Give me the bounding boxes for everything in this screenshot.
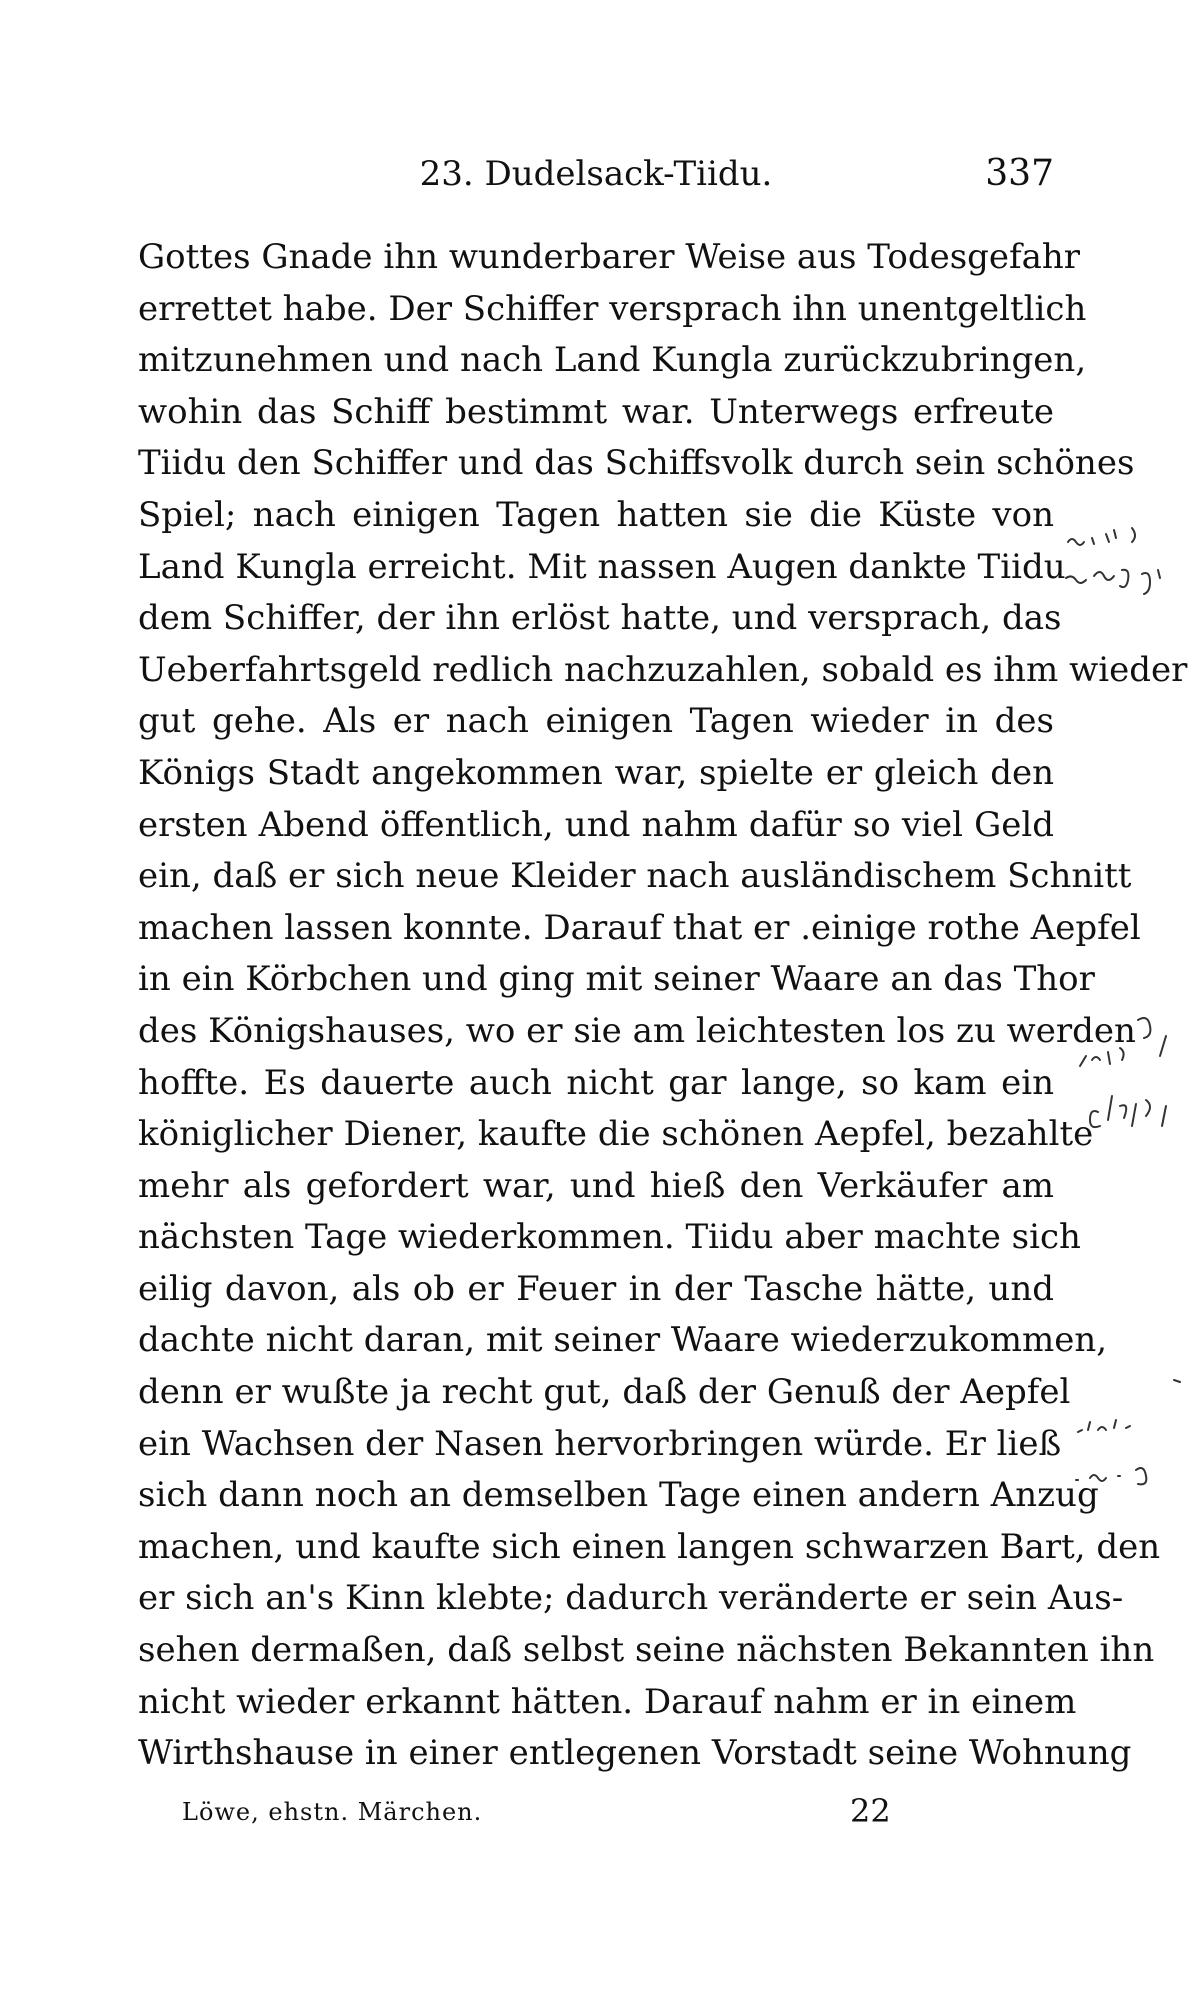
text-line-3: mitzunehmen und nach Land Kungla zurückzubringen, (138, 340, 1087, 381)
text-line-24: ein Wachsen der Nasen hervorbringen würde. Er ließ (138, 1423, 1062, 1464)
body-text (138, 232, 1188, 1780)
text-line-2: errettet habe. Der Schiffer versprach ihn unentgeltlich (138, 288, 1087, 329)
chapter-title: 23. Dudelsack-Tiidu. (419, 154, 773, 194)
text-line-7: Land Kungla erreicht. Mit nassen Augen dankte Tiidu (138, 546, 1066, 587)
text-line-16: des Königshauses, wo er sie am leichtesten los zu werden (138, 1010, 1136, 1051)
text-line-10: gut gehe. Als er nach einigen Tagen wieder in des (138, 701, 1054, 742)
text-line-9: Ueberfahrtsgeld redlich nachzuzahlen, sobald es ihm wieder (138, 649, 1188, 690)
text-line-18: königlicher Diener, kaufte die schönen Aepfel, bezahlte (138, 1114, 1094, 1155)
text-line-12: ersten Abend öffentlich, und nahm dafür so viel Geld (138, 804, 1054, 845)
text-line-6: Spiel; nach einigen Tagen hatten sie die Küste von (138, 494, 1054, 535)
text-line-22: dachte nicht daran, mit seiner Waare wiederzukommen, (138, 1320, 1108, 1361)
text-line-26: machen, und kaufte sich einen langen schwarzen Bart, den (138, 1526, 1161, 1567)
text-line-30: Wirthshause in einer entlegenen Vorstadt seine Wohnung (138, 1733, 1132, 1774)
text-line-13: ein, daß er sich neue Kleider nach ausländischem Schnitt (138, 856, 1132, 897)
text-line-28: sehen dermaßen, daß selbst seine nächsten Bekannten ihn (138, 1630, 1155, 1671)
running-head (138, 148, 1054, 200)
text-line-20: nächsten Tage wiederkommen. Tiidu aber machte sich (138, 1217, 1081, 1258)
text-line-11: Königs Stadt angekommen war, spielte er gleich den (138, 752, 1054, 793)
sheet-number: 22 (850, 1792, 891, 1830)
text-line-4: wohin das Schiff bestimmt war. Unterwegs erfreute (138, 391, 1054, 432)
text-line-21: eilig davon, als ob er Feuer in der Tasche hätte, und (138, 1268, 1054, 1309)
text-line-1: Gottes Gnade ihn wunderbarer Weise aus Todesgefahr (138, 237, 1081, 277)
text-line-14: machen lassen konnte. Darauf that er .einige rothe Aepfel (138, 907, 1141, 948)
printer-signature: Löwe, ehstn. Märchen. (182, 1798, 483, 1826)
page-footer (182, 1792, 922, 1838)
text-line-23: denn er wußte ja recht gut, daß der Genuß der Aepfel (138, 1372, 1071, 1413)
text-line-15: in ein Körbchen und ging mit seiner Waare an das Thor (138, 959, 1095, 1000)
text-line-27: er sich an's Kinn klebte; dadurch veränderte er sein Aus- (138, 1578, 1124, 1619)
text-line-29: nicht wieder erkannt hätten. Darauf nahm er in einem (138, 1681, 1077, 1722)
text-line-17: hoffte. Es dauerte auch nicht gar lange, so kam ein (138, 1062, 1054, 1103)
text-line-19: mehr als gefordert war, und hieß den Verkäufer am (138, 1165, 1054, 1206)
text-line-25: sich dann noch an demselben Tage einen andern Anzug (138, 1475, 1099, 1516)
text-line-8: dem Schiffer, der ihn erlöst hatte, und versprach, das (138, 598, 1062, 639)
page-number: 337 (985, 153, 1054, 194)
text-line-5: Tiidu den Schiffer und das Schiffsvolk durch sein schönes (138, 443, 1135, 484)
